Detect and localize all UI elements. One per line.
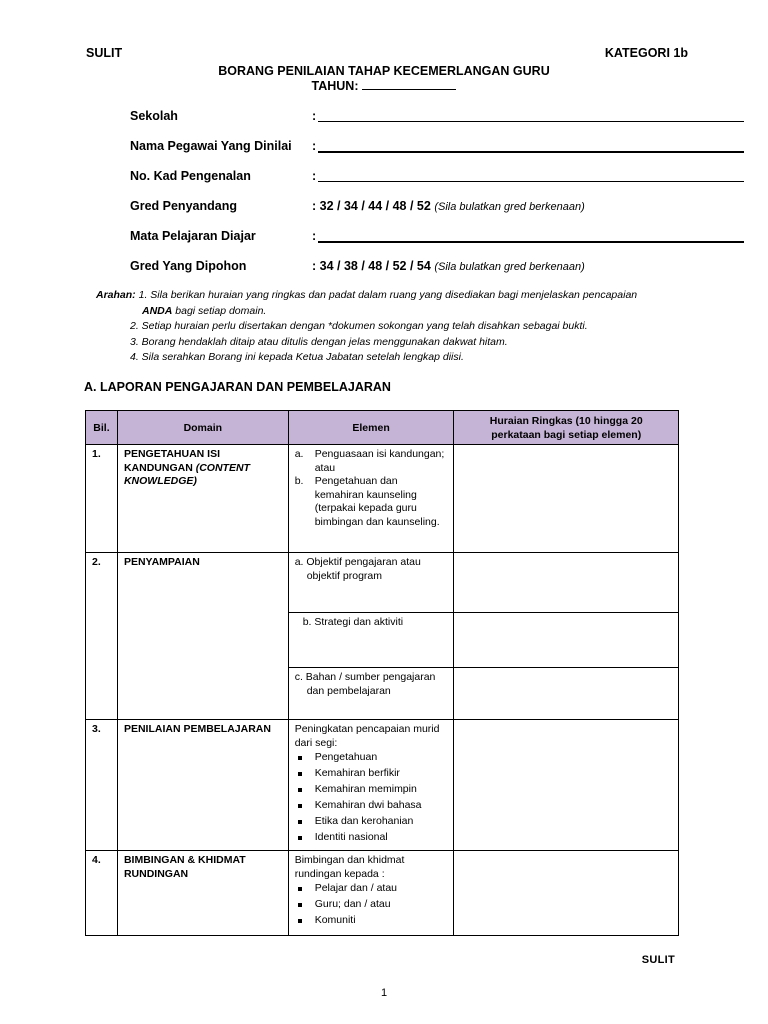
huraian-input-cell[interactable] [454,720,679,851]
elemen-intro: Bimbingan dan khidmat rundingan kepada : [294,854,405,880]
elemen-text: Penguasaan isi kandungan; atau [314,448,445,474]
field-sekolah [130,109,630,127]
options-note: (Sila bulatkan gred berkenaan) [434,201,585,213]
form-title: BORANG PENILAIAN TAHAP KECEMERLANGAN GURU [218,64,550,78]
table-header-row [86,411,679,445]
row-number: 1. [92,448,101,460]
elemen-cell [289,668,454,701]
instruction-4: 4. Sila serahkan Borang ini kepada Ketua Jabatan setelah lengkap diisi. [130,351,464,363]
huraian-input-cell[interactable] [454,851,679,936]
gred-dipohon-options[interactable] [312,259,585,273]
bullet-marker [298,836,302,840]
bullet-marker [298,788,302,792]
gred-penyandang-options[interactable] [312,199,585,213]
field-label-sekolah: Sekolah [130,109,178,123]
year-line [0,78,768,93]
assessment-table [85,410,679,936]
elemen-cell [289,553,454,586]
bullet-text: Etika dan kerohanian [314,815,414,827]
gred-penyandang-values: : 32 / 34 / 44 / 48 / 52 [312,199,431,213]
instruction-1-emphasis: ANDA [142,304,173,317]
instruction-1-cont [96,304,696,320]
section-heading: A. LAPORAN PENGAJARAN DAN PEMBELAJARAN [84,380,391,394]
field-nama [130,139,630,157]
row-number: 2. [92,556,101,568]
classification-label: SULIT [86,46,123,60]
list-marker: b. [294,475,304,487]
instructions-label: Arahan: [96,289,136,301]
nama-input-line[interactable] [318,151,744,153]
table-row [86,851,679,936]
footer-classification: SULIT [641,954,675,966]
bullet-item [295,767,448,781]
header-elemen: Elemen [288,411,454,445]
bullet-marker [298,903,302,907]
bullet-text: Komuniti [314,914,356,926]
bullet-item [295,815,448,829]
bullet-marker [298,804,302,808]
year-label: TAHUN: [311,79,359,93]
table-row [86,553,679,613]
field-mata-pelajaran [130,229,630,247]
bullet-list [295,751,448,845]
domain-cell [118,445,288,492]
huraian-input-cell[interactable] [454,553,679,613]
elemen-text: b. Strategi dan aktiviti [302,616,404,628]
table-row [86,720,679,851]
elemen-cell [289,720,454,850]
elemen-intro: Peningkatan pencapaian murid dari segi: [294,723,440,749]
bullet-marker [298,820,302,824]
field-gred-penyandang [130,199,630,217]
page-number: 1 [380,987,388,999]
bullet-marker [298,887,302,891]
kad-input-line[interactable] [318,181,744,182]
header-domain: Domain [117,411,288,445]
domain-name: PENYAMPAIAN [123,556,200,568]
table-row [86,445,679,553]
bullet-text: Kemahiran memimpin [314,783,417,795]
field-label-gred-penyandang: Gred Penyandang [130,199,237,213]
bullet-text: Pengetahuan [314,751,378,763]
bullet-item [295,914,448,928]
instruction-1-rest: bagi setiap domain. [175,304,267,317]
bullet-item [295,799,448,813]
row-number: 3. [92,723,101,735]
year-input-line[interactable] [362,78,456,90]
domain-name: PENILAIAN PEMBELAJARAN [123,723,271,735]
domain-name: PENGETAHUAN ISI KANDUNGAN [123,448,221,474]
field-colon: : [312,229,317,243]
instructions [96,288,696,366]
options-note: (Sila bulatkan gred berkenaan) [434,261,585,273]
bullet-item [295,882,448,896]
field-kad [130,169,630,187]
bullet-text: Kemahiran berfikir [314,767,400,779]
header-huraian: Huraian Ringkas (10 hingga 20 perkataan bagi setiap elemen) [454,411,679,445]
instruction-3: 3. Borang hendaklah ditaip atau ditulis dengan jelas menggunakan dakwat hitam. [130,335,508,348]
huraian-input-cell[interactable] [454,613,679,668]
field-colon: : [312,169,317,183]
bullet-text: Pelajar dan / atau [314,882,398,894]
bullet-item [295,751,448,765]
bullet-item [295,831,448,845]
field-colon: : [312,139,317,153]
huraian-input-cell[interactable] [454,668,679,720]
list-item [295,448,448,475]
elemen-cell [289,445,454,532]
elemen-text: Pengetahuan dan kemahiran kaunseling (terpakai kepada guru bimbingan dan kaunseling. [314,475,440,528]
list-marker: a. [294,448,304,460]
domain-name-en: (CONTENT KNOWLEDGE) [123,461,250,487]
huraian-input-cell[interactable] [454,445,679,553]
list-item [295,475,448,529]
elemen-text: a. Objektif pengajaran atau objektif program [294,556,421,582]
instruction-2: 2. Setiap huraian perlu disertakan dengan *dokumen sokongan yang telah disahkan sebagai bukti. [130,320,588,332]
category-label: KATEGORI 1b [604,46,688,60]
domain-name: BIMBINGAN & KHIDMAT RUNDINGAN [123,854,246,880]
bullet-marker [298,756,302,760]
sekolah-input-line[interactable] [318,121,744,122]
bullet-marker [298,919,302,923]
bullet-text: Guru; dan / atau [314,898,391,910]
bullet-item [295,783,448,797]
field-label-mata-pelajaran: Mata Pelajaran Diajar [130,229,256,243]
field-gred-dipohon [130,259,630,277]
bullet-item [295,898,448,912]
field-colon: : [312,109,317,123]
bullet-text: Kemahiran dwi bahasa [314,799,422,811]
header-bil: Bil. [86,411,118,445]
instruction-1 [96,288,696,304]
mata-pelajaran-input-line[interactable] [318,241,744,243]
bullet-text: Identiti nasional [314,831,388,843]
instruction-1-text: 1. Sila berikan huraian yang ringkas dan padat dalam ruang yang disediakan bagi menjelaskan pencapaian [138,289,638,301]
elemen-text: c. Bahan / sumber pengajaran dan pembelajaran [294,671,436,697]
field-label-kad: No. Kad Pengenalan [130,169,251,183]
bullet-marker [298,772,302,776]
elemen-cell [289,851,454,933]
row-number: 4. [92,854,101,866]
bullet-list [295,882,448,928]
field-label-gred-dipohon: Gred Yang Dipohon [130,259,247,273]
gred-dipohon-values: : 34 / 38 / 48 / 52 / 54 [312,259,431,273]
field-label-nama: Nama Pegawai Yang Dinilai [130,139,292,153]
